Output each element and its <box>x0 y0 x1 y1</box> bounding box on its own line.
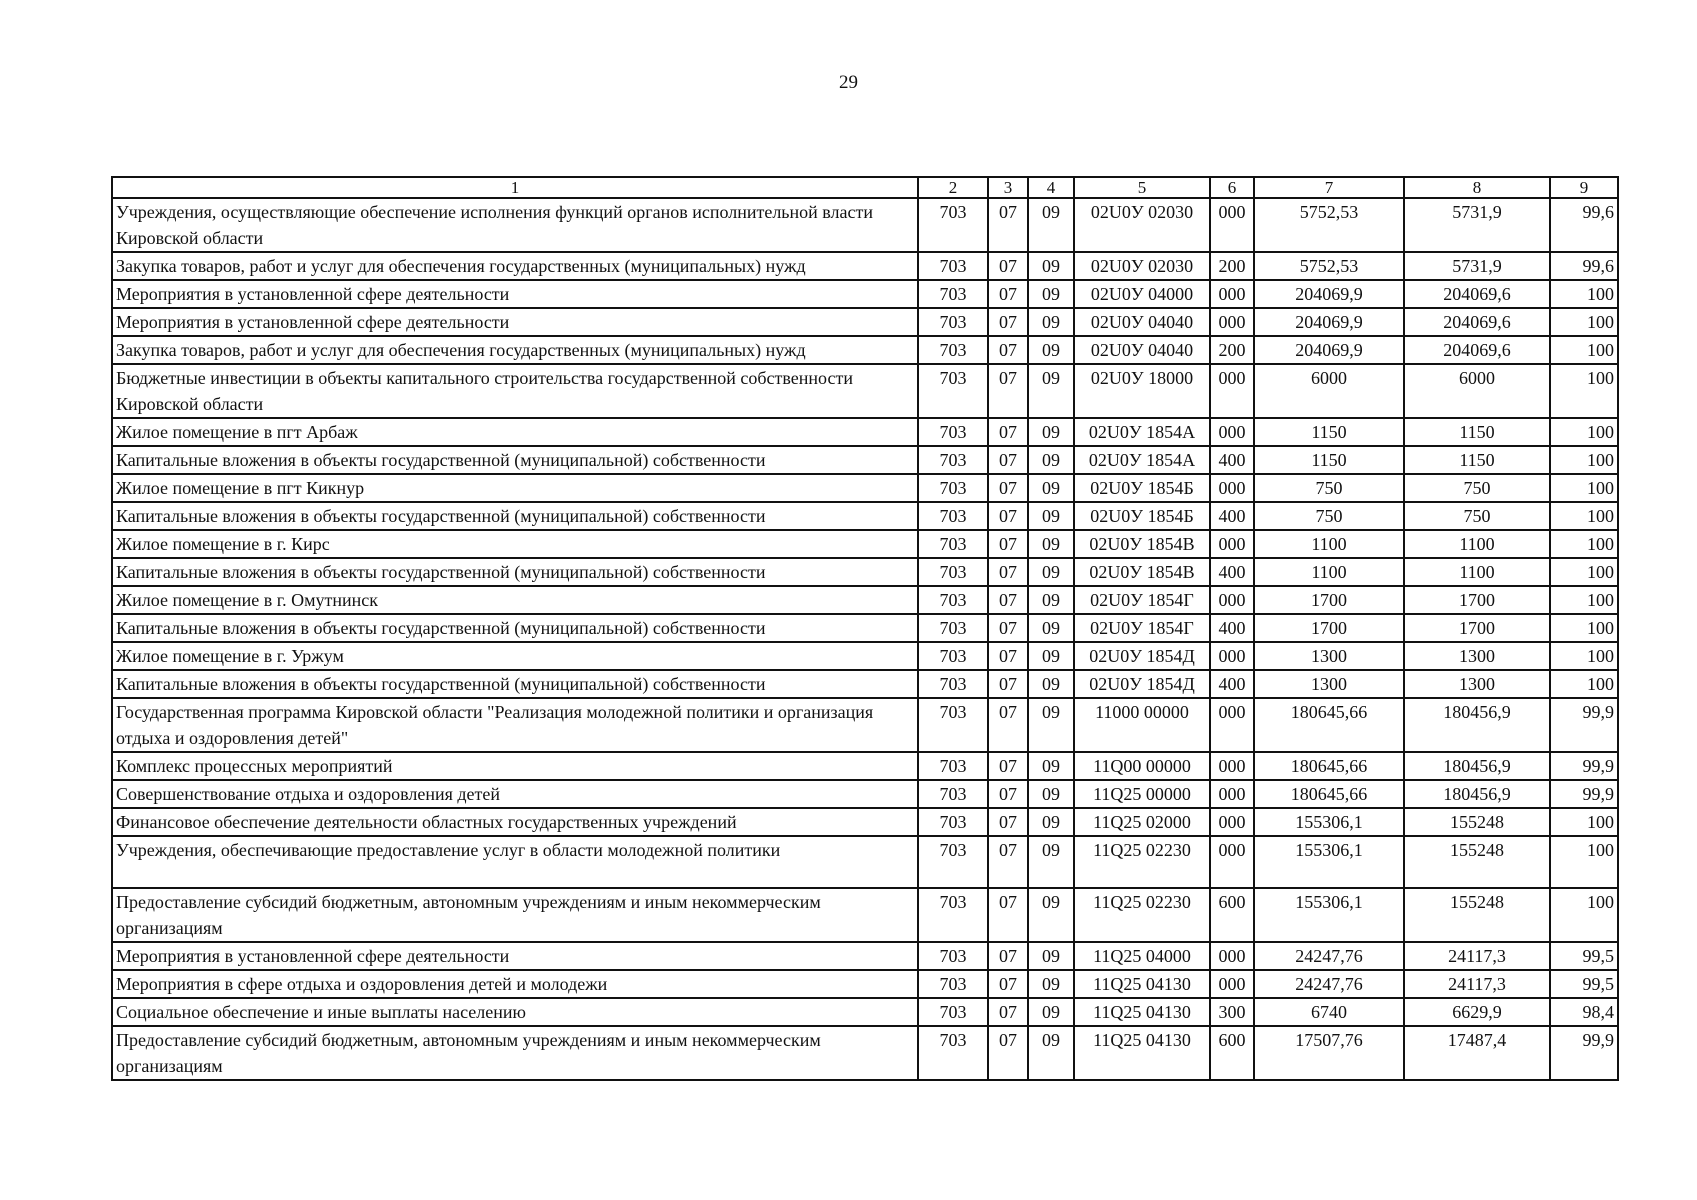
cell-section: 07 <box>988 418 1028 446</box>
cell-plan: 750 <box>1254 474 1404 502</box>
cell-ministry: 703 <box>918 698 988 752</box>
cell-section: 07 <box>988 198 1028 252</box>
cell-plan: 1300 <box>1254 642 1404 670</box>
cell-section: 07 <box>988 474 1028 502</box>
cell-subsection: 09 <box>1028 970 1074 998</box>
table-row <box>112 670 1618 698</box>
cell-plan: 1700 <box>1254 614 1404 642</box>
cell-ministry: 703 <box>918 586 988 614</box>
cell-section: 07 <box>988 586 1028 614</box>
cell-expense-type: 400 <box>1210 502 1254 530</box>
cell-description: Социальное обеспечение и иные выплаты населению <box>112 998 918 1026</box>
cell-description: Капитальные вложения в объекты государственной (муниципальной) собственности <box>112 614 918 642</box>
cell-plan: 155306,1 <box>1254 808 1404 836</box>
cell-subsection: 09 <box>1028 888 1074 942</box>
cell-section: 07 <box>988 780 1028 808</box>
cell-actual: 155248 <box>1404 808 1550 836</box>
cell-plan: 1100 <box>1254 530 1404 558</box>
cell-description: Учреждения, осуществляющие обеспечение исполнения функций органов исполнительной власти Кировской области <box>112 198 918 252</box>
cell-expense-type: 000 <box>1210 198 1254 252</box>
cell-section: 07 <box>988 530 1028 558</box>
table-row <box>112 364 1618 418</box>
cell-target-article: 02U0У 02030 <box>1074 198 1210 252</box>
cell-ministry: 703 <box>918 942 988 970</box>
cell-percent: 100 <box>1550 364 1618 418</box>
cell-ministry: 703 <box>918 418 988 446</box>
cell-subsection: 09 <box>1028 586 1074 614</box>
cell-target-article: 02U0У 04000 <box>1074 280 1210 308</box>
cell-percent: 100 <box>1550 836 1618 888</box>
cell-section: 07 <box>988 502 1028 530</box>
cell-target-article: 02U0У 04040 <box>1074 336 1210 364</box>
cell-description: Капитальные вложения в объекты государственной (муниципальной) собственности <box>112 446 918 474</box>
cell-subsection: 09 <box>1028 670 1074 698</box>
cell-target-article: 02U0У 1854Г <box>1074 586 1210 614</box>
cell-subsection: 09 <box>1028 446 1074 474</box>
table-row <box>112 558 1618 586</box>
cell-description: Мероприятия в установленной сфере деятельности <box>112 942 918 970</box>
table-row <box>112 474 1618 502</box>
cell-plan: 24247,76 <box>1254 970 1404 998</box>
cell-actual: 1300 <box>1404 642 1550 670</box>
cell-subsection: 09 <box>1028 530 1074 558</box>
cell-actual: 155248 <box>1404 836 1550 888</box>
cell-ministry: 703 <box>918 474 988 502</box>
cell-percent: 99,9 <box>1550 698 1618 752</box>
cell-expense-type: 400 <box>1210 614 1254 642</box>
cell-plan: 155306,1 <box>1254 888 1404 942</box>
cell-plan: 204069,9 <box>1254 280 1404 308</box>
cell-subsection: 09 <box>1028 280 1074 308</box>
cell-percent: 99,6 <box>1550 198 1618 252</box>
cell-subsection: 09 <box>1028 942 1074 970</box>
table-row <box>112 502 1618 530</box>
cell-percent: 100 <box>1550 670 1618 698</box>
cell-actual: 180456,9 <box>1404 780 1550 808</box>
column-header: 3 <box>988 177 1028 198</box>
cell-actual: 750 <box>1404 474 1550 502</box>
cell-percent: 100 <box>1550 308 1618 336</box>
cell-target-article: 11Q25 04130 <box>1074 970 1210 998</box>
cell-actual: 1700 <box>1404 614 1550 642</box>
cell-expense-type: 000 <box>1210 418 1254 446</box>
cell-actual: 24117,3 <box>1404 942 1550 970</box>
table-row <box>112 198 1618 252</box>
cell-actual: 6629,9 <box>1404 998 1550 1026</box>
cell-actual: 5731,9 <box>1404 252 1550 280</box>
cell-section: 07 <box>988 698 1028 752</box>
cell-target-article: 11000 00000 <box>1074 698 1210 752</box>
table-row <box>112 888 1618 942</box>
cell-ministry: 703 <box>918 530 988 558</box>
cell-plan: 1150 <box>1254 446 1404 474</box>
cell-subsection: 09 <box>1028 418 1074 446</box>
column-header: 9 <box>1550 177 1618 198</box>
cell-actual: 204069,6 <box>1404 308 1550 336</box>
cell-actual: 6000 <box>1404 364 1550 418</box>
table-body <box>112 198 1618 1080</box>
cell-expense-type: 000 <box>1210 752 1254 780</box>
cell-plan: 1300 <box>1254 670 1404 698</box>
cell-section: 07 <box>988 808 1028 836</box>
cell-plan: 1150 <box>1254 418 1404 446</box>
cell-subsection: 09 <box>1028 1026 1074 1080</box>
cell-percent: 100 <box>1550 530 1618 558</box>
cell-expense-type: 600 <box>1210 1026 1254 1080</box>
column-header: 4 <box>1028 177 1074 198</box>
cell-subsection: 09 <box>1028 614 1074 642</box>
cell-expense-type: 300 <box>1210 998 1254 1026</box>
cell-actual: 17487,4 <box>1404 1026 1550 1080</box>
cell-ministry: 703 <box>918 198 988 252</box>
cell-section: 07 <box>988 364 1028 418</box>
cell-target-article: 11Q25 00000 <box>1074 780 1210 808</box>
column-header: 1 <box>112 177 918 198</box>
cell-expense-type: 400 <box>1210 446 1254 474</box>
cell-percent: 99,9 <box>1550 752 1618 780</box>
cell-section: 07 <box>988 752 1028 780</box>
cell-expense-type: 000 <box>1210 642 1254 670</box>
cell-plan: 180645,66 <box>1254 698 1404 752</box>
cell-description: Жилое помещение в г. Кирс <box>112 530 918 558</box>
cell-expense-type: 200 <box>1210 252 1254 280</box>
table-header-row <box>112 177 1618 198</box>
cell-ministry: 703 <box>918 446 988 474</box>
cell-target-article: 02U0У 1854Д <box>1074 642 1210 670</box>
column-header: 5 <box>1074 177 1210 198</box>
cell-percent: 99,5 <box>1550 942 1618 970</box>
page-number: 29 <box>839 72 858 93</box>
cell-subsection: 09 <box>1028 198 1074 252</box>
cell-description: Предоставление субсидий бюджетным, автономным учреждениям и иным некоммерческим организациям <box>112 888 918 942</box>
cell-actual: 204069,6 <box>1404 280 1550 308</box>
table-row <box>112 780 1618 808</box>
cell-actual: 180456,9 <box>1404 698 1550 752</box>
table-row <box>112 446 1618 474</box>
cell-ministry: 703 <box>918 888 988 942</box>
cell-description: Учреждения, обеспечивающие предоставление услуг в области молодежной политики <box>112 836 918 888</box>
cell-expense-type: 000 <box>1210 280 1254 308</box>
cell-actual: 5731,9 <box>1404 198 1550 252</box>
cell-ministry: 703 <box>918 502 988 530</box>
cell-section: 07 <box>988 336 1028 364</box>
table-row <box>112 280 1618 308</box>
cell-plan: 155306,1 <box>1254 836 1404 888</box>
cell-expense-type: 000 <box>1210 474 1254 502</box>
cell-target-article: 02U0У 02030 <box>1074 252 1210 280</box>
table-row <box>112 698 1618 752</box>
cell-description: Предоставление субсидий бюджетным, автономным учреждениям и иным некоммерческим организациям <box>112 1026 918 1080</box>
cell-plan: 204069,9 <box>1254 308 1404 336</box>
cell-ministry: 703 <box>918 998 988 1026</box>
cell-plan: 6000 <box>1254 364 1404 418</box>
table-row <box>112 998 1618 1026</box>
cell-description: Бюджетные инвестиции в объекты капитального строительства государственной собственности Кировской области <box>112 364 918 418</box>
table-row <box>112 836 1618 888</box>
table-row <box>112 942 1618 970</box>
cell-expense-type: 000 <box>1210 530 1254 558</box>
cell-description: Капитальные вложения в объекты государственной (муниципальной) собственности <box>112 670 918 698</box>
cell-target-article: 02U0У 18000 <box>1074 364 1210 418</box>
cell-percent: 99,9 <box>1550 1026 1618 1080</box>
cell-ministry: 703 <box>918 780 988 808</box>
cell-plan: 24247,76 <box>1254 942 1404 970</box>
cell-percent: 100 <box>1550 614 1618 642</box>
cell-section: 07 <box>988 998 1028 1026</box>
cell-description: Жилое помещение в г. Уржум <box>112 642 918 670</box>
cell-actual: 1100 <box>1404 530 1550 558</box>
cell-ministry: 703 <box>918 1026 988 1080</box>
cell-actual: 180456,9 <box>1404 752 1550 780</box>
cell-section: 07 <box>988 308 1028 336</box>
cell-actual: 1100 <box>1404 558 1550 586</box>
cell-subsection: 09 <box>1028 474 1074 502</box>
cell-target-article: 02U0У 04040 <box>1074 308 1210 336</box>
cell-ministry: 703 <box>918 642 988 670</box>
cell-plan: 5752,53 <box>1254 198 1404 252</box>
cell-target-article: 02U0У 1854В <box>1074 558 1210 586</box>
cell-actual: 1300 <box>1404 670 1550 698</box>
cell-percent: 100 <box>1550 642 1618 670</box>
table-row <box>112 614 1618 642</box>
cell-subsection: 09 <box>1028 558 1074 586</box>
cell-target-article: 11Q25 04130 <box>1074 998 1210 1026</box>
cell-ministry: 703 <box>918 752 988 780</box>
cell-target-article: 02U0У 1854Г <box>1074 614 1210 642</box>
cell-actual: 1150 <box>1404 446 1550 474</box>
cell-actual: 155248 <box>1404 888 1550 942</box>
cell-target-article: 11Q25 02000 <box>1074 808 1210 836</box>
cell-target-article: 11Q25 02230 <box>1074 888 1210 942</box>
cell-percent: 100 <box>1550 280 1618 308</box>
cell-description: Комплекс процессных мероприятий <box>112 752 918 780</box>
column-header: 2 <box>918 177 988 198</box>
cell-subsection: 09 <box>1028 836 1074 888</box>
cell-section: 07 <box>988 446 1028 474</box>
cell-percent: 99,9 <box>1550 780 1618 808</box>
table-row <box>112 530 1618 558</box>
cell-percent: 100 <box>1550 586 1618 614</box>
cell-percent: 100 <box>1550 418 1618 446</box>
cell-ministry: 703 <box>918 614 988 642</box>
cell-description: Государственная программа Кировской области "Реализация молодежной политики и организация отдыха и оздоровления детей" <box>112 698 918 752</box>
cell-section: 07 <box>988 558 1028 586</box>
cell-actual: 24117,3 <box>1404 970 1550 998</box>
cell-plan: 180645,66 <box>1254 780 1404 808</box>
cell-expense-type: 000 <box>1210 780 1254 808</box>
cell-description: Закупка товаров, работ и услуг для обеспечения государственных (муниципальных) нужд <box>112 336 918 364</box>
table-row <box>112 970 1618 998</box>
cell-expense-type: 400 <box>1210 670 1254 698</box>
cell-description: Жилое помещение в пгт Кикнур <box>112 474 918 502</box>
cell-percent: 100 <box>1550 888 1618 942</box>
cell-target-article: 11Q25 04130 <box>1074 1026 1210 1080</box>
cell-ministry: 703 <box>918 836 988 888</box>
cell-section: 07 <box>988 1026 1028 1080</box>
cell-ministry: 703 <box>918 364 988 418</box>
cell-expense-type: 000 <box>1210 586 1254 614</box>
cell-ministry: 703 <box>918 280 988 308</box>
cell-subsection: 09 <box>1028 336 1074 364</box>
cell-subsection: 09 <box>1028 308 1074 336</box>
cell-percent: 100 <box>1550 502 1618 530</box>
cell-plan: 1700 <box>1254 586 1404 614</box>
cell-section: 07 <box>988 252 1028 280</box>
cell-description: Капитальные вложения в объекты государственной (муниципальной) собственности <box>112 558 918 586</box>
cell-ministry: 703 <box>918 308 988 336</box>
cell-percent: 99,6 <box>1550 252 1618 280</box>
cell-ministry: 703 <box>918 670 988 698</box>
cell-section: 07 <box>988 836 1028 888</box>
cell-expense-type: 000 <box>1210 364 1254 418</box>
cell-actual: 1700 <box>1404 586 1550 614</box>
cell-ministry: 703 <box>918 252 988 280</box>
cell-ministry: 703 <box>918 336 988 364</box>
cell-description: Жилое помещение в пгт Арбаж <box>112 418 918 446</box>
table-row <box>112 418 1618 446</box>
cell-subsection: 09 <box>1028 252 1074 280</box>
cell-percent: 100 <box>1550 474 1618 502</box>
cell-percent: 100 <box>1550 808 1618 836</box>
cell-actual: 750 <box>1404 502 1550 530</box>
cell-percent: 100 <box>1550 446 1618 474</box>
cell-description: Мероприятия в установленной сфере деятельности <box>112 308 918 336</box>
cell-expense-type: 600 <box>1210 888 1254 942</box>
cell-expense-type: 000 <box>1210 836 1254 888</box>
column-header: 6 <box>1210 177 1254 198</box>
cell-target-article: 02U0У 1854А <box>1074 418 1210 446</box>
cell-expense-type: 400 <box>1210 558 1254 586</box>
cell-target-article: 02U0У 1854Д <box>1074 670 1210 698</box>
cell-target-article: 11Q25 04000 <box>1074 942 1210 970</box>
cell-subsection: 09 <box>1028 642 1074 670</box>
cell-section: 07 <box>988 970 1028 998</box>
cell-plan: 6740 <box>1254 998 1404 1026</box>
table-row <box>112 808 1618 836</box>
cell-description: Финансовое обеспечение деятельности областных государственных учреждений <box>112 808 918 836</box>
cell-target-article: 02U0У 1854Б <box>1074 474 1210 502</box>
cell-target-article: 11Q25 02230 <box>1074 836 1210 888</box>
cell-plan: 204069,9 <box>1254 336 1404 364</box>
table-row <box>112 252 1618 280</box>
cell-section: 07 <box>988 280 1028 308</box>
cell-subsection: 09 <box>1028 364 1074 418</box>
cell-ministry: 703 <box>918 970 988 998</box>
cell-section: 07 <box>988 888 1028 942</box>
cell-plan: 5752,53 <box>1254 252 1404 280</box>
cell-expense-type: 200 <box>1210 336 1254 364</box>
cell-plan: 1100 <box>1254 558 1404 586</box>
cell-expense-type: 000 <box>1210 698 1254 752</box>
column-header: 7 <box>1254 177 1404 198</box>
cell-description: Совершенствование отдыха и оздоровления детей <box>112 780 918 808</box>
cell-description: Мероприятия в сфере отдыха и оздоровления детей и молодежи <box>112 970 918 998</box>
cell-percent: 98,4 <box>1550 998 1618 1026</box>
table-row <box>112 308 1618 336</box>
cell-section: 07 <box>988 614 1028 642</box>
cell-ministry: 703 <box>918 808 988 836</box>
cell-subsection: 09 <box>1028 780 1074 808</box>
cell-expense-type: 000 <box>1210 970 1254 998</box>
table-row <box>112 1026 1618 1080</box>
cell-section: 07 <box>988 670 1028 698</box>
cell-target-article: 02U0У 1854В <box>1074 530 1210 558</box>
cell-subsection: 09 <box>1028 808 1074 836</box>
cell-subsection: 09 <box>1028 698 1074 752</box>
cell-actual: 1150 <box>1404 418 1550 446</box>
table-row <box>112 586 1618 614</box>
cell-expense-type: 000 <box>1210 808 1254 836</box>
cell-subsection: 09 <box>1028 752 1074 780</box>
cell-plan: 17507,76 <box>1254 1026 1404 1080</box>
cell-target-article: 02U0У 1854А <box>1074 446 1210 474</box>
cell-percent: 100 <box>1550 558 1618 586</box>
cell-subsection: 09 <box>1028 998 1074 1026</box>
cell-plan: 750 <box>1254 502 1404 530</box>
column-header: 8 <box>1404 177 1550 198</box>
cell-target-article: 11Q00 00000 <box>1074 752 1210 780</box>
budget-table <box>111 176 1619 1081</box>
cell-expense-type: 000 <box>1210 942 1254 970</box>
cell-description: Жилое помещение в г. Омутнинск <box>112 586 918 614</box>
table-row <box>112 336 1618 364</box>
cell-ministry: 703 <box>918 558 988 586</box>
table-row <box>112 642 1618 670</box>
cell-plan: 180645,66 <box>1254 752 1404 780</box>
cell-target-article: 02U0У 1854Б <box>1074 502 1210 530</box>
cell-expense-type: 000 <box>1210 308 1254 336</box>
cell-section: 07 <box>988 942 1028 970</box>
cell-description: Капитальные вложения в объекты государственной (муниципальной) собственности <box>112 502 918 530</box>
cell-description: Мероприятия в установленной сфере деятельности <box>112 280 918 308</box>
cell-actual: 204069,6 <box>1404 336 1550 364</box>
table-row <box>112 752 1618 780</box>
cell-description: Закупка товаров, работ и услуг для обеспечения государственных (муниципальных) нужд <box>112 252 918 280</box>
cell-section: 07 <box>988 642 1028 670</box>
cell-percent: 100 <box>1550 336 1618 364</box>
cell-subsection: 09 <box>1028 502 1074 530</box>
cell-percent: 99,5 <box>1550 970 1618 998</box>
